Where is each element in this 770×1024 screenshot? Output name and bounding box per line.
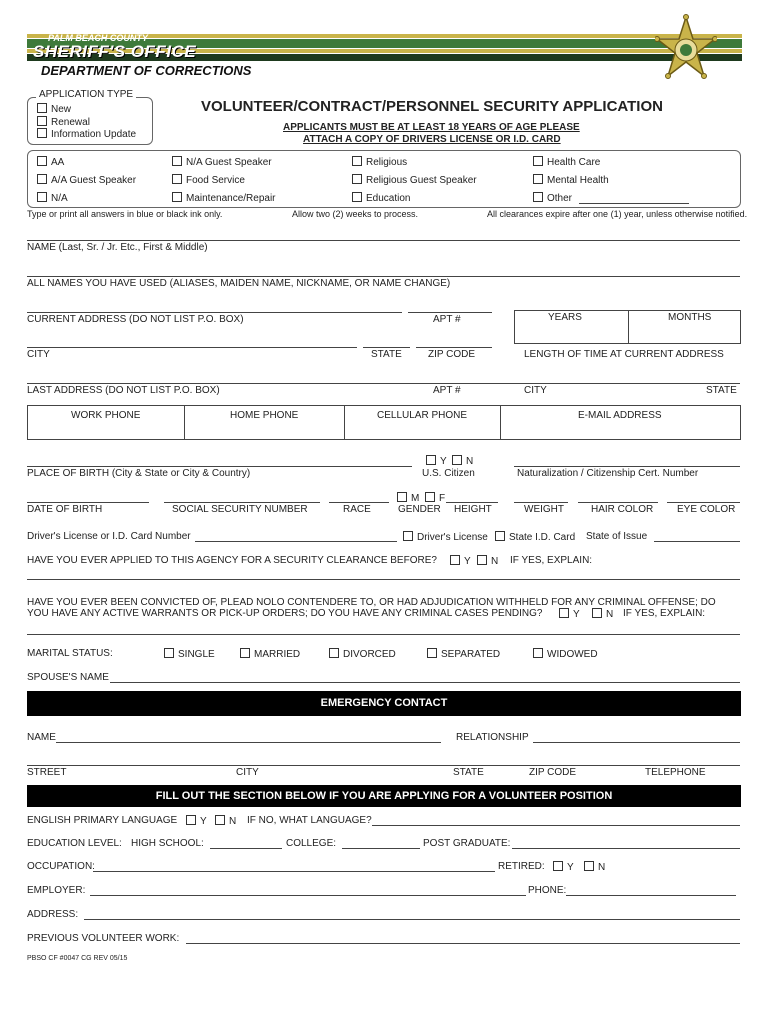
phone-field[interactable] [566,895,736,896]
no-label: N [491,556,499,567]
marital-separated[interactable] [427,648,500,660]
state-issue-field[interactable] [654,541,740,542]
hair-label: HAIR COLOR [591,504,654,515]
checkbox[interactable] [352,156,362,166]
marital-single[interactable] [164,648,215,660]
emergency-header: EMERGENCY CONTACT [27,691,741,716]
high-school-field[interactable] [210,848,282,849]
length-time-label: LENGTH OF TIME AT CURRENT ADDRESS [524,349,724,360]
language-field[interactable] [372,825,740,826]
category-other[interactable] [533,192,572,204]
yes-label: Y [464,556,471,567]
all-names-field[interactable] [27,276,740,277]
phone-divider [500,405,501,439]
state2-label: STATE [706,385,737,396]
checkbox[interactable] [164,648,174,658]
volunteer-header: FILL OUT THE SECTION BELOW IF YOU ARE APPLYING FOR A VOLUNTEER POSITION [27,785,741,807]
note-ink: Type or print all answers in blue or black ink only. [27,209,223,219]
citizen-yes[interactable] [426,455,447,467]
gender-female[interactable] [425,492,445,504]
no-label: N [598,862,606,873]
category-health-care[interactable] [533,156,600,168]
phone-label: PHONE: [528,885,567,896]
marital-option-label: SINGLE [178,649,215,660]
checkbox[interactable] [426,455,436,465]
checkbox[interactable] [352,192,362,202]
dl-number-field[interactable] [195,541,397,542]
checkbox[interactable] [403,531,413,541]
retired-no[interactable] [584,861,605,873]
gender-male[interactable] [397,492,419,504]
checkbox[interactable] [37,103,47,113]
category-na[interactable] [37,192,68,204]
checkbox[interactable] [592,608,602,618]
height-label: HEIGHT [454,504,492,515]
dob-label: DATE OF BIRTH [27,504,103,515]
no-label: N [229,816,237,827]
category-na-guest-speaker[interactable] [172,156,272,168]
application-type-legend: APPLICATION TYPE [36,89,136,100]
checkbox[interactable] [352,174,362,184]
marital-divorced[interactable] [329,648,396,660]
home-phone-label: HOME PHONE [230,410,299,421]
marital-option-label: WIDOWED [547,649,598,660]
yes-label: Y [440,456,447,467]
emergency-relationship-field[interactable] [533,742,740,743]
english-yes[interactable] [186,815,207,827]
category-label: Religious [366,157,408,168]
category-label: A/A Guest Speaker [51,175,137,186]
category-label: Maintenance/Repair [186,193,276,204]
checkbox[interactable] [495,531,505,541]
category-food-service[interactable] [172,174,245,186]
category-education[interactable] [352,192,410,204]
applied-before-label: HAVE YOU EVER APPLIED TO THIS AGENCY FOR A SECURITY CLEARANCE BEFORE? [27,555,437,566]
citizen-no[interactable] [452,455,473,467]
post-grad-label: POST GRADUATE: [423,838,511,849]
category-religious[interactable] [352,156,407,168]
category-aa[interactable] [37,156,64,168]
high-school-label: HIGH SCHOOL: [131,838,204,849]
marital-label: MARITAL STATUS: [27,648,113,659]
previous-work-label: PREVIOUS VOLUNTEER WORK: [27,933,180,944]
last-address-label: LAST ADDRESS (DO NOT LIST P.O. BOX) [27,385,220,396]
weight-field[interactable] [514,502,568,503]
english-label: ENGLISH PRIMARY LANGUAGE [27,815,178,826]
emergency-state-label: STATE [453,767,484,778]
checkbox[interactable] [172,192,182,202]
post-grad-field[interactable] [512,848,740,849]
name-label: NAME (Last, Sr. / Jr. Etc., First & Middle) [27,242,208,253]
education-label: EDUCATION LEVEL: [27,838,122,849]
checkbox[interactable] [37,128,47,138]
previous-work-field[interactable] [186,943,740,944]
checkbox[interactable] [37,156,47,166]
department-title: DEPARTMENT OF CORRECTIONS [41,63,252,78]
checkbox[interactable] [533,648,543,658]
state-id-check[interactable] [495,531,575,543]
checkbox[interactable] [427,648,437,658]
cell-phone-label: CELLULAR PHONE [377,410,468,421]
sheriff-badge-icon [655,14,717,94]
dl-check-label: Driver's License [417,532,488,543]
emergency-telephone-label: TELEPHONE [645,767,706,778]
occupation-label: OCCUPATION: [27,861,95,872]
emergency-address-field[interactable] [27,765,740,766]
dl-number-label: Driver's License or I.D. Card Number [27,531,191,542]
subtitle-age: APPLICANTS MUST BE AT LEAST 18 YEARS OF AGE PLEASE [283,122,580,133]
race-field[interactable] [329,502,389,503]
emergency-relationship-label: RELATIONSHIP [456,732,529,743]
all-names-label: ALL NAMES YOU HAVE USED (ALIASES, MAIDEN NAME, NICKNAME, OR NAME CHANGE) [27,278,451,289]
no-label: N [466,456,474,467]
marital-option-label: SEPARATED [441,649,501,660]
category-label: Education [366,193,411,204]
employer-label: EMPLOYER: [27,885,86,896]
naturalization-label: Naturalization / Citizenship Cert. Number [517,468,699,479]
hair-field[interactable] [578,502,658,503]
apt-label: APT # [433,314,461,325]
marital-widowed[interactable] [533,648,598,660]
category-maintenance[interactable] [172,192,276,204]
english-no[interactable] [215,815,236,827]
convicted-yes[interactable] [559,608,580,620]
checkbox[interactable] [37,174,47,184]
convicted-label-2: YOU HAVE ANY ACTIVE WARRANTS OR PICK-UP ORDERS; DO YOU HAVE ANY CRIMINAL CASES PENDING? [27,608,543,619]
zip-field[interactable] [416,347,492,348]
checkbox[interactable] [533,156,543,166]
note-expire: All clearances expire after one (1) year, unless otherwise notified. [487,209,748,219]
category-label: Mental Health [547,175,609,186]
checkbox[interactable] [425,492,435,502]
checkbox[interactable] [397,492,407,502]
ssn-label: SOCIAL SECURITY NUMBER [172,504,308,515]
zip-label: ZIP CODE [428,349,476,360]
other-field[interactable] [579,203,689,204]
yes-label: Y [200,816,207,827]
convicted-explain-field[interactable] [27,634,740,635]
form-footer: PBSO CF #0047 CG REV 05/15 [27,955,128,962]
checkbox[interactable] [240,648,250,658]
naturalization-field[interactable] [514,466,740,467]
emergency-name-field[interactable] [56,742,441,743]
state-issue-label: State of Issue [586,531,648,542]
male-label: M [411,493,420,504]
ssn-field[interactable] [164,502,320,503]
checkbox[interactable] [584,861,594,871]
category-label: Food Service [186,175,245,186]
last-address-field[interactable] [27,383,740,384]
marital-option-label: MARRIED [254,649,301,660]
state-id-label: State I.D. Card [509,532,576,543]
emergency-street-label: STREET [27,767,67,778]
city-label: CITY [27,349,50,360]
yes-label: Y [567,862,574,873]
name-field[interactable] [27,240,740,241]
if-no-language-label: IF NO, WHAT LANGUAGE? [247,815,372,826]
category-label: N/A Guest Speaker [186,157,272,168]
state-field[interactable] [363,347,410,348]
college-field[interactable] [342,848,420,849]
option-label: Renewal [51,117,90,128]
checkbox[interactable] [452,455,462,465]
female-label: F [439,493,446,504]
employer-field[interactable] [90,895,526,896]
state-label: STATE [371,349,402,360]
city2-label: CITY [524,385,547,396]
note-weeks: Allow two (2) weeks to process. [292,209,419,219]
retired-yes[interactable] [553,861,574,873]
length-divider [628,310,629,343]
app-type-new[interactable] [37,103,71,115]
spouse-field[interactable] [110,682,740,683]
height-field[interactable] [446,502,498,503]
convicted-no[interactable] [592,608,613,620]
category-religious-guest[interactable] [352,174,477,186]
option-label: Information Update [51,129,137,140]
work-phone-label: WORK PHONE [71,410,141,421]
years-label: YEARS [548,312,582,323]
months-label: MONTHS [668,312,712,323]
county-label: PALM BEACH COUNTY [48,33,148,43]
checkbox[interactable] [172,174,182,184]
category-label: Health Care [547,157,601,168]
checkbox[interactable] [559,608,569,618]
office-title: SHERIFF'S OFFICE [33,42,197,61]
eye-field[interactable] [667,502,740,503]
no-label: N [606,609,614,620]
category-label: Religious Guest Speaker [366,175,477,186]
current-address-label: CURRENT ADDRESS (DO NOT LIST P.O. BOX) [27,314,244,325]
applied-if-yes-label: IF YES, EXPLAIN: [510,555,593,566]
place-birth-label: PLACE OF BIRTH (City & State or City & Country) [27,468,251,479]
category-label: Other [547,193,573,204]
checkbox[interactable] [172,156,182,166]
checkbox[interactable] [329,648,339,658]
checkbox[interactable] [533,174,543,184]
current-address-field[interactable] [27,312,402,313]
category-aa-guest-speaker[interactable] [37,174,136,186]
occupation-field[interactable] [93,871,495,872]
emergency-zip-label: ZIP CODE [529,767,577,778]
dl-check[interactable] [403,531,488,543]
retired-label: RETIRED: [498,861,545,872]
phone-divider [184,405,185,439]
apt2-label: APT # [433,385,461,396]
emergency-name-label: NAME [27,732,56,743]
applied-yes[interactable] [450,555,471,567]
city-field[interactable] [27,347,357,348]
option-label: New [51,104,72,115]
category-mental-health[interactable] [533,174,609,186]
checkbox[interactable] [37,116,47,126]
app-type-renewal[interactable] [37,116,90,128]
checkbox[interactable] [553,861,563,871]
applied-explain-field[interactable] [27,579,740,580]
subtitle-attach: ATTACH A COPY OF DRIVERS LICENSE OR I.D. CARD [303,134,561,145]
checkbox[interactable] [533,192,543,202]
spouse-label: SPOUSE'S NAME [27,672,109,683]
phone-divider [344,405,345,439]
place-birth-field[interactable] [27,466,412,467]
checkbox[interactable] [477,555,487,565]
checkbox[interactable] [450,555,460,565]
applied-no[interactable] [477,555,498,567]
checkbox[interactable] [215,815,225,825]
yes-label: Y [573,609,580,620]
app-type-information-update[interactable] [37,128,136,140]
dob-field[interactable] [27,502,149,503]
form-title: VOLUNTEER/CONTRACT/PERSONNEL SECURITY APPLICATION [201,98,663,115]
eye-label: EYE COLOR [677,504,736,515]
checkbox[interactable] [37,192,47,202]
checkbox[interactable] [186,815,196,825]
gender-label: GENDER [398,504,441,515]
us-citizen-label: U.S. Citizen [422,468,475,479]
address-label: ADDRESS: [27,909,79,920]
weight-label: WEIGHT [524,504,564,515]
marital-option-label: DIVORCED [343,649,396,660]
emergency-city-label: CITY [236,767,259,778]
email-label: E-MAIL ADDRESS [578,410,662,421]
marital-married[interactable] [240,648,300,660]
apt-field[interactable] [408,312,492,313]
category-label: AA [51,157,65,168]
category-label: N/A [51,193,68,204]
convicted-label-1: HAVE YOU EVER BEEN CONVICTED OF, PLEAD NOLO CONTENDERE TO, OR HAD ADJUDICATION WITHHELD FOR ANY CRIMINAL OFFENSE; DO [27,597,716,608]
race-label: RACE [343,504,371,515]
college-label: COLLEGE: [286,838,337,849]
convicted-if-yes-label: IF YES, EXPLAIN: [623,608,706,619]
address-field[interactable] [84,919,740,920]
